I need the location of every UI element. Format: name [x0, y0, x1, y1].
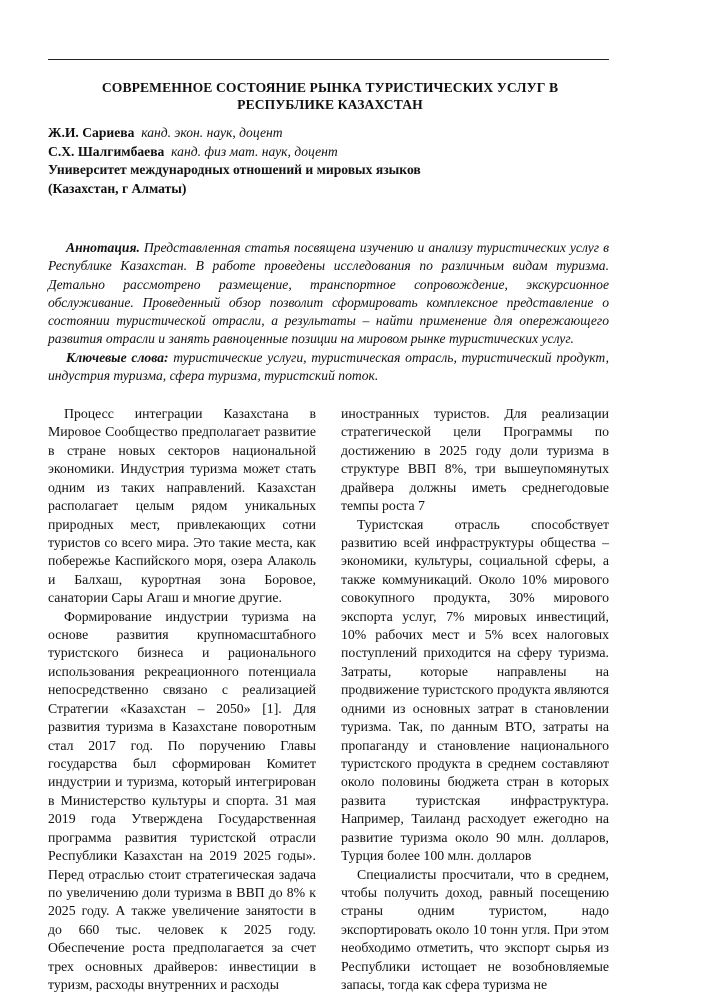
author-name: С.Х. Шалгимбаева [48, 143, 165, 159]
keywords-text: туристические услуги, туристическая отрасль, туристический продукт, индустрия туризма, сфера туризма, туристский поток. [48, 349, 609, 384]
abstract [48, 239, 609, 385]
body-paragraph: Специалисты просчитали, что в среднем, чтобы получить доход, равный посещению страны одним туристом, надо экспортировать около 10 тонн угля. При этом необходимо отметить, что экспорт сырья из Республики истощает не возобновляемые запасы, тогда как сфера туризма не [341, 866, 609, 993]
abstract-text: Представленная статья посвящена изучению и анализу туристических услуг в Республике Казахстан. В работе проведены исследования по различным видам туризма. Детально рассмотрено размещение, транспортное сопровождение, экскурсионное обслуживание. Проведенный обзор позволит сформировать комплексное представление о состоянии туристической отрасли, а результаты – найти применение для опережающего развития отрасли и занять равноценные позиции на мировом рынке туристических услуг. [48, 240, 609, 347]
body-paragraph: Процесс интеграции Казахстана в Мировое Сообщество предполагает развитие в стране новых секторов национальной экономики. Индустрия туризма может стать одним из таких направлений. Казахстан располагает целым рядом уникальных природных мест, привлекающих сотни туристов со всего мира. Это такие места, как побережье Каспийского моря, озера Алаколь и Балхаш, курортная зона Боровое, санатории Сары Агаш и многие другие. [48, 406, 316, 606]
location: (Казахстан, г Алматы) [48, 180, 187, 196]
header-rule [48, 59, 609, 60]
body-paragraph: Туристская отрасль способствует развитию всей инфраструктуры общества – экономики, культуры, социальной сферы, а также коммуникаций. Около 10% мирового совокупного продукта, 30% мирового экспорта услуг, 7% мировых инвестиций, 10% рабочих мест и 5% всех налоговых поступлений приходится на сферу туризма. Затраты, которые направлены на продвижение туристского продукта являются одними из основных затрат в становлении туризма. Так, по данным ВТО, затраты на пропаганду и становление национального туристского продукта в среднем составляют около половины бюджета стран в которых развита туристская инфраструктура. Например, Таиланд расходует ежегодно на развитие туризма около 90 млн. долларов, Турция более 100 млн. долларов [341, 516, 609, 864]
author-degree: канд. физ мат. наук, доцент [171, 143, 338, 159]
affiliation: Университет международных отношений и мировых языков [48, 162, 421, 177]
author-line-1 [48, 124, 618, 143]
author-name: Ж.И. Сариева [48, 125, 135, 140]
body-column-left [48, 405, 316, 995]
author-line-2 [48, 143, 618, 162]
keywords-paragraph [48, 349, 609, 386]
body-paragraph: иностранных туристов. Для реализации стратегической цели Программы по достижению в 2025 году доли туризма в структуре ВВП 8%, три вышеупомянутых драйвера должны иметь среднегодовые темпы роста 7 [341, 406, 609, 514]
abstract-paragraph [48, 239, 609, 349]
abstract-label: Аннотация. [66, 240, 140, 255]
keywords-label: Ключевые слова: [66, 349, 169, 365]
body-paragraph: Формирование индустрии туризма на основе развития крупномасштабного туристского бизнеса и рационального использования рекреационного потенциала непосредственно связано с реализацией Стратегии «Казахстан – 2050» [1]. Для развития туризма в Казахстане поворотным стал 2017 год. По поручению Главы государства был сформирован Комитет индустрии и туризма, который интегрирован в Министерство культуры и спорта. 31 мая 2019 года Утверждена Государственная программа развития туристской отрасли Республики Казахстан на 2019 2025 годы». Перед отраслью стоит стратегическая задача по увеличению доли туризма в ВВП до 8% к 2025 году. А также увеличение занятости в до 660 тыс. человек к 2025 году. Обеспечение роста предполагается за счет трех основных драйверов: инвестиции в туризм, расходы внутренних и расходы [48, 608, 316, 993]
author-block [48, 124, 618, 198]
body-column-right [341, 405, 609, 995]
author-degree: канд. экон. наук, доцент [141, 125, 283, 140]
article-title: СОВРЕМЕННОЕ СОСТОЯНИЕ РЫНКА ТУРИСТИЧЕСКИХ УСЛУГ В РЕСПУБЛИКЕ КАЗАХСТАН [101, 80, 559, 112]
